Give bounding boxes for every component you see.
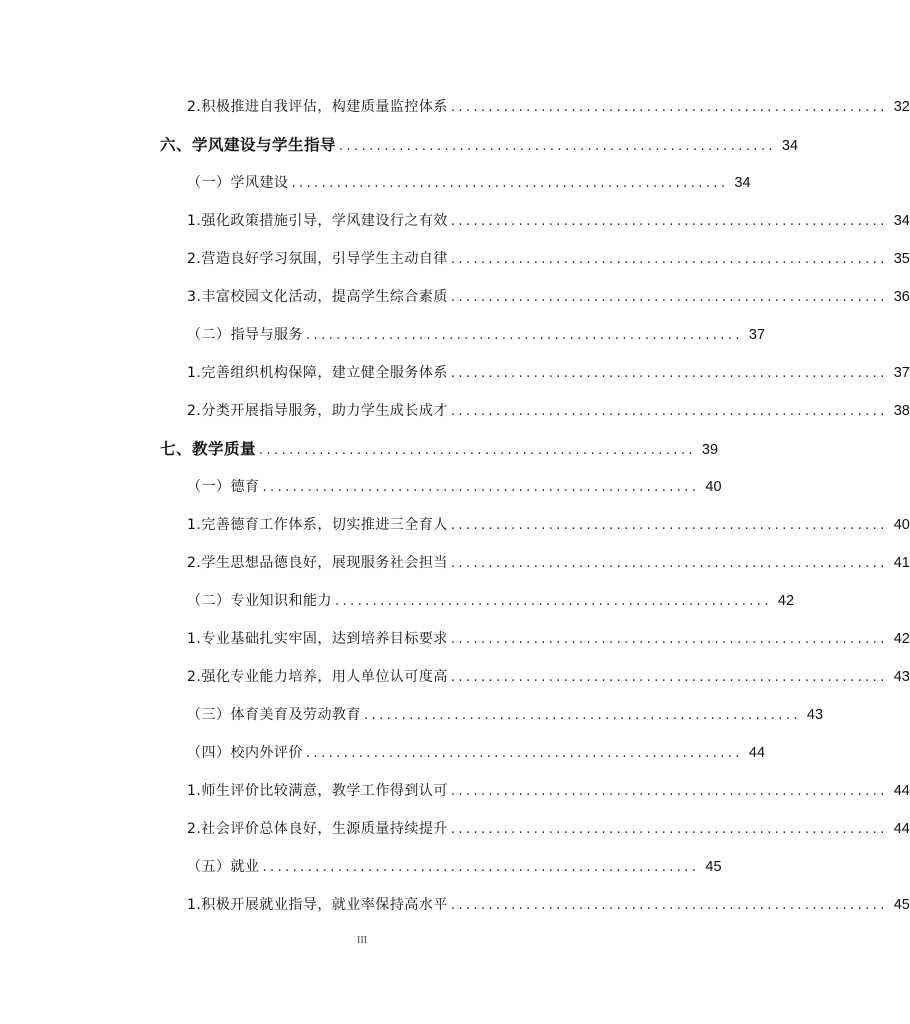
- toc-entry-page: 44: [893, 783, 910, 799]
- toc-entry-page: 35: [893, 251, 910, 267]
- toc-entry-page: 43: [893, 669, 910, 685]
- toc-entry-page: 44: [893, 821, 910, 837]
- dot-leader: ..........................................................: [262, 860, 700, 875]
- dot-leader: ..........................................................: [339, 139, 776, 154]
- page-number: III: [357, 935, 367, 946]
- toc-entry-page: 44: [748, 745, 766, 761]
- toc-entry[interactable]: [187, 893, 910, 917]
- toc-entry-page: 34: [734, 175, 751, 191]
- dot-leader: ..........................................................: [306, 746, 743, 761]
- toc-entry-title: 2.强化专业能力培养，用人单位认可度高: [187, 669, 448, 685]
- dot-leader: ..........................................................: [259, 443, 696, 458]
- dot-leader: ..........................................................: [262, 480, 700, 495]
- toc-entry-title: 2.学生思想品德良好，展现服务社会担当: [187, 555, 448, 571]
- toc-entry-title: 1.完善组织机构保障，建立健全服务体系: [187, 365, 448, 381]
- toc-entry-title: 2.积极推进自我评估，构建质量监控体系: [187, 99, 448, 115]
- toc-entry-title: 2.营造良好学习氛围，引导学生主动自律: [187, 251, 448, 267]
- toc-entry-title: 七、教学质量: [160, 440, 257, 458]
- toc-entry-title: 1.强化政策措施引导，学风建设行之有效: [187, 213, 448, 229]
- toc-entry-page: 45: [893, 897, 910, 913]
- dot-leader: ..........................................................: [450, 214, 888, 229]
- dot-leader: ..........................................................: [450, 784, 888, 799]
- toc-entry-page: 42: [893, 631, 910, 647]
- toc-entry-title: 六、学风建设与学生指导: [160, 136, 337, 154]
- dot-leader: ..........................................................: [450, 898, 888, 913]
- toc-entry-title: （一）学风建设: [187, 175, 289, 191]
- toc-entry-page: 43: [806, 707, 824, 723]
- toc-entry-page: 40: [705, 479, 722, 495]
- toc-entry[interactable]: [187, 703, 824, 727]
- dot-leader: ..........................................................: [450, 518, 888, 533]
- toc-entry-title: （二）专业知识和能力: [187, 593, 332, 609]
- dot-leader: ..........................................................: [450, 366, 888, 381]
- toc-entry[interactable]: [160, 437, 719, 461]
- dot-leader: ..........................................................: [450, 670, 888, 685]
- toc-entry[interactable]: [187, 399, 910, 423]
- toc-entry[interactable]: [160, 133, 799, 157]
- toc-entry[interactable]: [187, 209, 910, 233]
- toc-entry-page: 45: [705, 859, 722, 875]
- toc-entry[interactable]: [187, 247, 910, 271]
- toc-entry[interactable]: [187, 741, 766, 765]
- toc-entry-page: 36: [893, 289, 910, 305]
- toc-entry[interactable]: [187, 513, 910, 537]
- toc-entry-page: 38: [893, 403, 910, 419]
- toc-entry[interactable]: [187, 361, 910, 385]
- toc-entry-page: 37: [748, 327, 766, 343]
- toc-entry[interactable]: [187, 665, 910, 689]
- toc-entry-page: 34: [781, 138, 799, 154]
- toc-entry[interactable]: [187, 817, 910, 841]
- dot-leader: ..........................................................: [450, 290, 888, 305]
- toc-entry-page: 34: [893, 213, 910, 229]
- toc-entry[interactable]: [187, 171, 751, 195]
- toc-entry[interactable]: [187, 627, 910, 651]
- toc-entry-title: （三）体育美育及劳动教育: [187, 707, 361, 723]
- dot-leader: ..........................................................: [306, 328, 743, 343]
- toc-entry-title: 3.丰富校园文化活动，提高学生综合素质: [187, 289, 448, 305]
- toc-entry[interactable]: [187, 589, 795, 613]
- toc-entry-page: 41: [893, 555, 910, 571]
- dot-leader: ..........................................................: [450, 822, 888, 837]
- dot-leader: ..........................................................: [335, 594, 772, 609]
- toc-entry-title: 2.分类开展指导服务，助力学生成长成才: [187, 403, 448, 419]
- toc-entry-title: 1.师生评价比较满意，教学工作得到认可: [187, 783, 448, 799]
- toc-entry-page: 42: [777, 593, 795, 609]
- toc-entry-title: 1.完善德育工作体系，切实推进三全育人: [187, 517, 448, 533]
- dot-leader: ..........................................................: [291, 176, 729, 191]
- toc-entry[interactable]: [187, 323, 766, 347]
- toc-entry[interactable]: [187, 855, 722, 879]
- toc-entry-title: 1.专业基础扎实牢固，达到培养目标要求: [187, 631, 448, 647]
- dot-leader: ..........................................................: [450, 404, 888, 419]
- toc-entry-page: 37: [893, 365, 910, 381]
- toc-entry[interactable]: [187, 779, 910, 803]
- toc-entry-title: （二）指导与服务: [187, 327, 303, 343]
- dot-leader: ..........................................................: [450, 252, 888, 267]
- toc-entry-page: 32: [893, 99, 910, 115]
- toc-entry-title: 2.社会评价总体良好，生源质量持续提升: [187, 821, 448, 837]
- toc-entry[interactable]: [187, 285, 910, 309]
- dot-leader: ..........................................................: [450, 632, 888, 647]
- toc-entry-title: （四）校内外评价: [187, 745, 303, 761]
- toc-entry-title: （五）就业: [187, 859, 260, 875]
- dot-leader: ..........................................................: [450, 556, 888, 571]
- dot-leader: ..........................................................: [450, 100, 888, 115]
- toc-entry[interactable]: [187, 95, 910, 119]
- toc-entry-page: 39: [701, 442, 719, 458]
- toc-entry-title: （一）德育: [187, 479, 260, 495]
- toc-entry[interactable]: [187, 475, 722, 499]
- toc-entry-title: 1.积极开展就业指导，就业率保持高水平: [187, 897, 448, 913]
- toc-entry-page: 40: [893, 517, 910, 533]
- toc-entry[interactable]: [187, 551, 910, 575]
- dot-leader: ..........................................................: [364, 708, 801, 723]
